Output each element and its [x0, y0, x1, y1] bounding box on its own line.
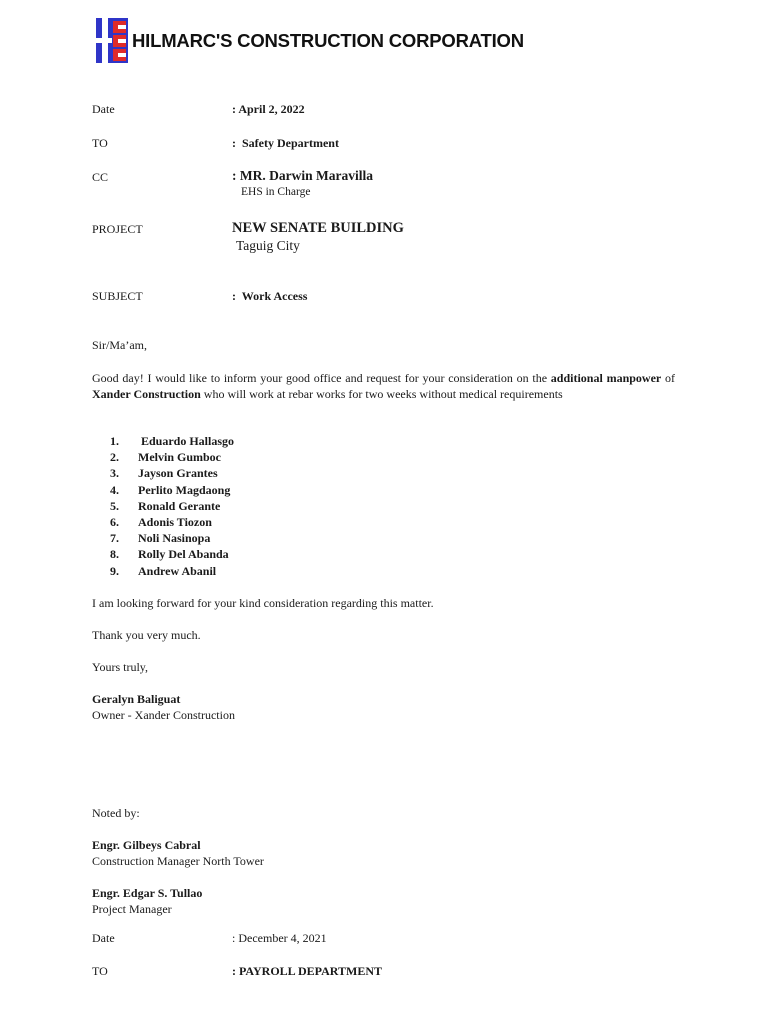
- intro-text-1: Good day! I would like to inform your good office and request for your consideration on the: [92, 371, 551, 385]
- date-value: : April 2, 2022: [232, 102, 305, 116]
- worker-list: [110, 434, 234, 580]
- list-item: 8. Rolly Del Abanda: [110, 547, 229, 562]
- project-value: NEW SENATE BUILDING: [232, 220, 404, 236]
- subject-value: : Work Access: [232, 289, 308, 303]
- noter2-title: Project Manager: [92, 902, 172, 916]
- closing-line-2: Thank you very much.: [92, 628, 201, 642]
- closing-line-3: Yours truly,: [92, 660, 149, 674]
- list-item: 9. Andrew Abanil: [110, 563, 217, 578]
- project-label: PROJECT: [92, 222, 143, 236]
- list-item: 3. Jayson Grantes: [110, 466, 218, 481]
- list-item: 6. Adonis Tiozon: [110, 514, 212, 529]
- company-name: HILMARC'S CONSTRUCTION CORPORATION: [132, 30, 524, 51]
- project-location: Taguig City: [236, 238, 300, 253]
- list-item: 7. Noli Nasinopa: [110, 531, 211, 546]
- next-to-label: TO: [92, 964, 108, 978]
- noter2-name: Engr. Edgar S. Tullao: [92, 886, 203, 900]
- list-item: 5. Ronald Gerante: [110, 498, 221, 513]
- sender-title: Owner - Xander Construction: [92, 708, 235, 722]
- list-item: 4. Perlito Magdaong: [110, 482, 231, 497]
- noted-by-label: Noted by:: [92, 806, 140, 820]
- closing-line-1: I am looking forward for your kind consideration regarding this matter.: [92, 596, 434, 610]
- next-to-value: : PAYROLL DEPARTMENT: [232, 964, 383, 978]
- hcc-logo-icon: [96, 18, 128, 63]
- next-date-label: Date: [92, 931, 115, 945]
- intro-bold-manpower: additional manpower: [550, 371, 662, 385]
- cc-title: EHS in Charge: [241, 186, 311, 198]
- intro-text-3: who will work at rebar works for two weeks without medical requirements: [200, 387, 563, 401]
- noter1-name: Engr. Gilbeys Cabral: [92, 838, 201, 852]
- salutation: Sir/Ma’am,: [92, 338, 147, 352]
- noter1-title: Construction Manager North Tower: [92, 854, 264, 868]
- date-label: Date: [92, 102, 115, 116]
- intro-paragraph: [92, 370, 675, 402]
- to-label: TO: [92, 136, 108, 150]
- intro-bold-company: Xander Construction: [92, 387, 201, 401]
- next-date-value: : December 4, 2021: [232, 931, 327, 945]
- intro-text-2: of: [661, 371, 675, 385]
- list-item: 2. Melvin Gumboc: [110, 450, 221, 465]
- subject-label: SUBJECT: [92, 289, 143, 303]
- cc-value: : MR. Darwin Maravilla: [232, 168, 373, 183]
- cc-label: CC: [92, 170, 109, 184]
- sender-name: Geralyn Baliguat: [92, 692, 181, 706]
- to-value: : Safety Department: [232, 136, 339, 150]
- list-item: 1. Eduardo Hallasgo: [110, 434, 235, 448]
